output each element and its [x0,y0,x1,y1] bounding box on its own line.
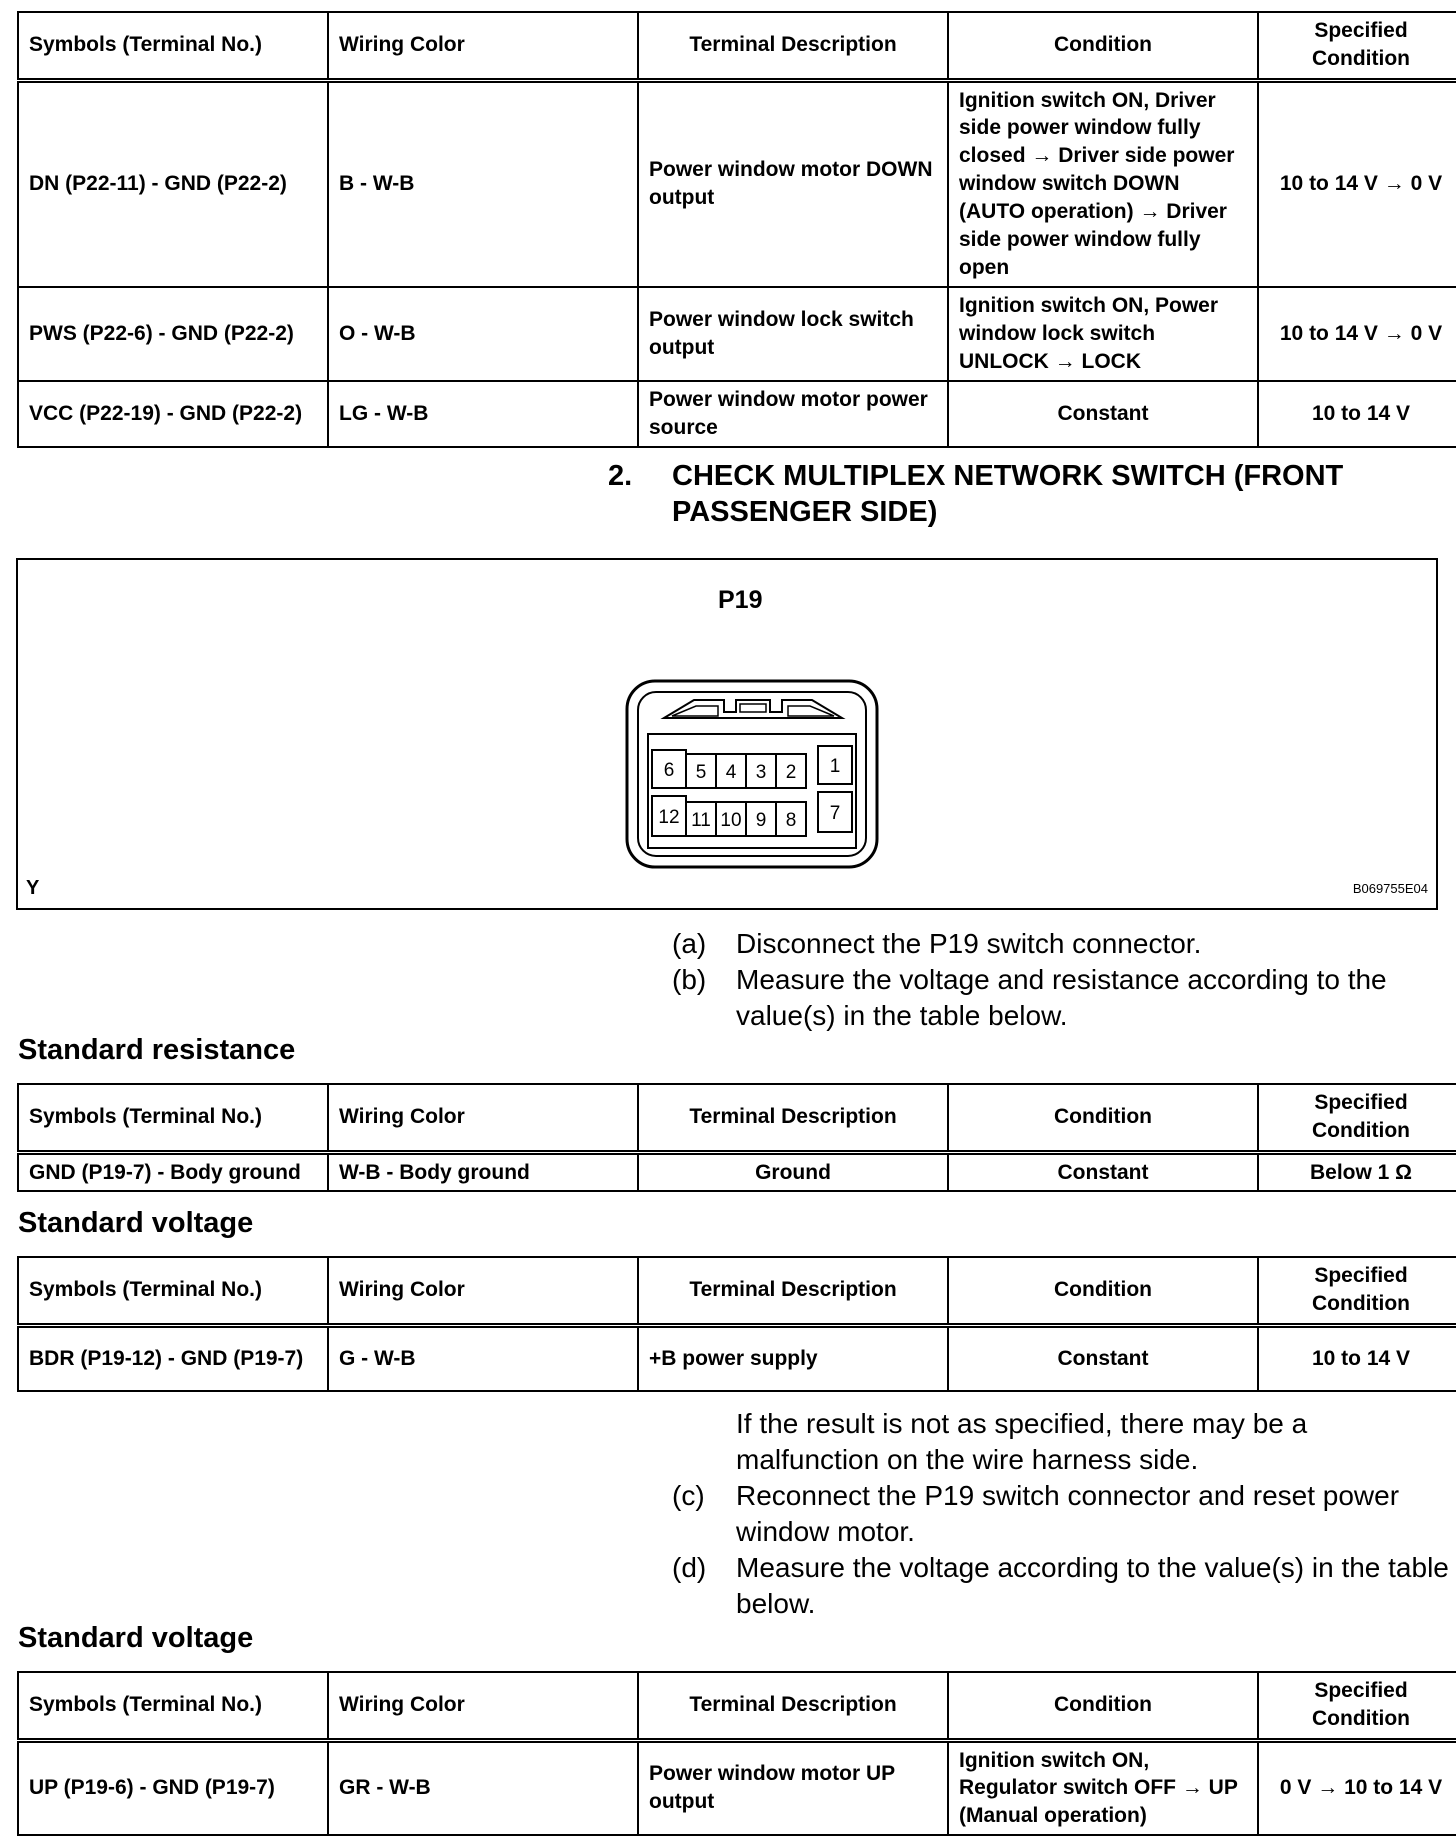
header-specified: Specified Condition [1258,1672,1456,1740]
cell-specified: 10 to 14 V [1258,381,1456,447]
figure-title: P19 [718,586,763,614]
cell-wiring: LG - W-B [328,381,638,447]
header-specified: Specified Condition [1258,1257,1456,1325]
header-description: Terminal Description [638,12,948,80]
connector-figure [16,558,1438,910]
cell-symbol: DN (P22-11) - GND (P22-2) [18,80,328,287]
cell-condition: Ignition switch ON, Driver side power window fully closed → Driver side power window switch DOWN (AUTO operation) → Driver side power window fully open [948,80,1258,287]
cell-specified: Below 1 Ω [1258,1152,1456,1191]
header-symbols: Symbols (Terminal No.) [18,1257,328,1325]
pin-grid [652,746,852,836]
heading-standard-voltage-1: Standard voltage [18,1207,254,1239]
header-wiring: Wiring Color [328,12,638,80]
header-wiring: Wiring Color [328,1084,638,1152]
step-title: CHECK MULTIPLEX NETWORK SWITCH (FRONT PASSENGER SIDE) [672,460,1344,528]
step-number: 2. [608,460,633,492]
header-condition: Condition [948,1672,1258,1740]
cell-description: Power window motor UP output [638,1740,948,1835]
table-row [18,1325,1456,1391]
cell-wiring: GR - W-B [328,1740,638,1835]
step-label: (c) [672,1480,705,1511]
cell-condition: Constant [948,1325,1258,1391]
header-condition: Condition [948,1257,1258,1325]
cell-wiring: G - W-B [328,1325,638,1391]
header-description: Terminal Description [638,1084,948,1152]
table-power-window-driver [17,11,1456,448]
header-wiring: Wiring Color [328,1672,638,1740]
header-symbols: Symbols (Terminal No.) [18,12,328,80]
table-standard-resistance [17,1083,1456,1192]
table-standard-voltage-2 [17,1671,1456,1836]
cell-condition: Constant [948,1152,1258,1191]
pin-label: 4 [725,762,737,783]
cell-description: Power window lock switch output [638,287,948,381]
step-text: Measure the voltage and resistance according to the value(s) in the table below. [736,964,1387,1031]
pin-label: 5 [695,762,707,783]
heading-standard-voltage-2: Standard voltage [18,1622,254,1654]
step-text: Disconnect the P19 switch connector. [736,928,1202,959]
cell-symbol: VCC (P22-19) - GND (P22-2) [18,381,328,447]
cell-wiring: W-B - Body ground [328,1152,638,1191]
header-wiring: Wiring Color [328,1257,638,1325]
note-text: If the result is not as specified, there may be a malfunction on the wire harness side. [736,1408,1308,1475]
pin-label: 11 [691,810,711,831]
cell-symbol: PWS (P22-6) - GND (P22-2) [18,287,328,381]
step-label: (d) [672,1552,707,1583]
cell-specified: 10 to 14 V → 0 V [1258,80,1456,287]
header-symbols: Symbols (Terminal No.) [18,1084,328,1152]
table-standard-voltage-1 [17,1256,1456,1392]
header-description: Terminal Description [638,1672,948,1740]
cell-specified: 10 to 14 V [1258,1325,1456,1391]
cell-symbol: UP (P19-6) - GND (P19-7) [18,1740,328,1835]
header-condition: Condition [948,12,1258,80]
table-row [18,287,1456,381]
table-row [18,80,1456,287]
cell-symbol: BDR (P19-12) - GND (P19-7) [18,1325,328,1391]
table-row [18,1740,1456,1835]
pin-label: 9 [755,810,767,831]
cell-description: Power window motor DOWN output [638,80,948,287]
pin-label: 2 [785,762,797,783]
cell-description: +B power supply [638,1325,948,1391]
header-symbols: Symbols (Terminal No.) [18,1672,328,1740]
heading-standard-resistance: Standard resistance [18,1034,296,1066]
figure-corner-label: Y [26,877,40,899]
pin-label: 7 [829,803,841,824]
pin-label: 6 [663,760,675,781]
table-row [18,1152,1456,1191]
cell-condition: Ignition switch ON, Regulator switch OFF → UP (Manual operation) [948,1740,1258,1835]
header-condition: Condition [948,1084,1258,1152]
step-label: (a) [672,928,707,959]
step-label: (b) [672,964,707,995]
connector-diagram [624,678,880,870]
header-description: Terminal Description [638,1257,948,1325]
pin-label: 10 [720,810,742,831]
pin-label: 3 [755,762,767,783]
pin-label: 8 [785,810,797,831]
cell-wiring: O - W-B [328,287,638,381]
pin-label: 1 [829,756,841,777]
cell-wiring: B - W-B [328,80,638,287]
cell-specified: 10 to 14 V → 0 V [1258,287,1456,381]
cell-description: Power window motor power source [638,381,948,447]
header-specified: Specified Condition [1258,1084,1456,1152]
pin-label: 12 [658,807,680,828]
cell-specified: 0 V → 10 to 14 V [1258,1740,1456,1835]
step-text: Measure the voltage according to the value(s) in the table below. [736,1552,1449,1619]
cell-symbol: GND (P19-7) - Body ground [18,1152,328,1191]
header-specified: Specified Condition [1258,12,1456,80]
table-row [18,381,1456,447]
cell-condition: Constant [948,381,1258,447]
cell-condition: Ignition switch ON, Power window lock switch UNLOCK → LOCK [948,287,1258,381]
figure-code: B069755E04 [1352,881,1428,896]
cell-description: Ground [638,1152,948,1191]
step-text: Reconnect the P19 switch connector and reset power window motor. [736,1480,1400,1547]
